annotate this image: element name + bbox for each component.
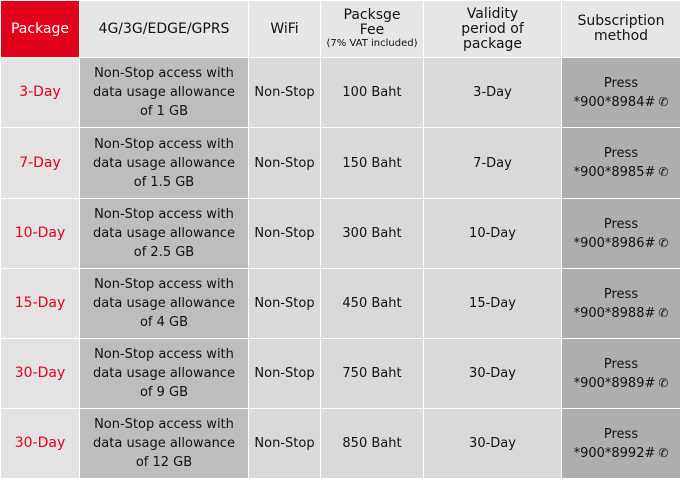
package-name: 3-Day [1,58,80,128]
header-row [1,1,680,58]
press-label: Press [603,216,639,232]
data-description [80,409,249,479]
header-validity [424,1,562,58]
wifi-value: Non-Stop [249,409,321,479]
fee-value: 100 Baht [321,58,424,128]
wifi-value: Non-Stop [249,269,321,339]
desc-line: of 2.5 GB [133,245,195,260]
table-row [1,128,680,199]
desc-line: of 1.5 GB [133,174,195,190]
fee-value: 300 Baht [321,199,424,269]
phone-icon[interactable]: ✆ [658,305,669,320]
header-fee [321,1,424,58]
phone-icon[interactable]: ✆ [658,235,669,250]
header-network: 4G/3G/EDGE/GPRS [80,1,249,58]
wifi-value: Non-Stop [249,128,321,199]
ussd-code[interactable]: *900*8989# [573,375,656,391]
ussd-code[interactable]: *900*8984# [573,94,656,110]
desc-line: of 4 GB [139,315,189,330]
desc-line: data usage allowance [93,366,235,381]
ussd-code[interactable]: *900*8988# [573,305,656,321]
validity-value: 30-Day [424,409,562,479]
desc-line: of 1 GB [139,104,189,119]
wifi-value: Non-Stop [249,58,321,128]
header-subscription [562,1,680,58]
subscription-method [562,128,680,199]
package-name: 30-Day [1,409,80,479]
ussd-code[interactable]: *900*8992# [573,445,656,461]
header-fee-note: (7% VAT included) [326,38,418,49]
desc-line: Non-Stop access with [94,136,234,152]
table-row [1,409,680,479]
phone-icon[interactable]: ✆ [658,94,669,109]
data-description [80,339,249,409]
header-fee-line1: Packsge [343,7,401,23]
header-validity-line2: period of [461,20,524,37]
press-label: Press [603,75,639,91]
phone-icon[interactable]: ✆ [658,165,669,179]
header-wifi: WiFi [249,1,321,58]
press-label: Press [603,286,639,302]
package-name: 30-Day [1,339,80,409]
subscription-method [562,339,680,409]
desc-line: data usage allowance [93,155,235,171]
data-description [80,58,249,128]
validity-value: 7-Day [424,128,562,199]
package-name: 15-Day [1,269,80,339]
data-description [80,199,249,269]
press-label: Press [603,146,639,161]
data-description [80,128,249,199]
press-label: Press [603,356,639,372]
desc-line: Non-Stop access with [94,277,234,292]
header-subscription-line2: method [593,28,649,44]
press-label: Press [603,426,639,442]
header-subscription-line1: Subscription [577,13,665,29]
desc-line: data usage allowance [93,85,235,100]
validity-value: 30-Day [424,339,562,409]
data-description [80,269,249,339]
table-row [1,269,680,339]
fee-value: 450 Baht [321,269,424,339]
validity-value: 3-Day [424,58,562,128]
desc-line: of 9 GB [139,385,189,400]
fee-value: 850 Baht [321,409,424,479]
table-row [1,199,680,269]
subscription-method [562,199,680,269]
wifi-value: Non-Stop [249,199,321,269]
ussd-code[interactable]: *900*8985# [573,165,656,180]
validity-value: 10-Day [424,199,562,269]
subscription-method [562,409,680,479]
subscription-method [562,269,680,339]
table-row [1,339,680,409]
table-row [1,58,680,128]
header-package: Package [1,1,80,58]
desc-line: of 12 GB [135,455,193,470]
header-fee-line2: Fee [359,22,385,38]
desc-line: Non-Stop access with [94,417,234,432]
desc-line: data usage allowance [93,436,235,451]
fee-value: 750 Baht [321,339,424,409]
package-name: 10-Day [1,199,80,269]
wifi-value: Non-Stop [249,339,321,409]
desc-line: Non-Stop access with [94,347,234,362]
validity-value: 15-Day [424,269,562,339]
phone-icon[interactable]: ✆ [658,445,669,460]
desc-line: data usage allowance [93,226,235,241]
desc-line: Non-Stop access with [94,66,234,81]
desc-line: Non-Stop access with [94,207,234,222]
package-name: 7-Day [1,128,80,199]
ussd-code[interactable]: *900*8986# [573,235,656,251]
header-validity-line3: package [462,35,523,52]
phone-icon[interactable]: ✆ [658,375,669,390]
desc-line: data usage allowance [93,296,235,311]
fee-value: 150 Baht [321,128,424,199]
header-validity-line1: Validity [466,5,519,22]
subscription-method [562,58,680,128]
